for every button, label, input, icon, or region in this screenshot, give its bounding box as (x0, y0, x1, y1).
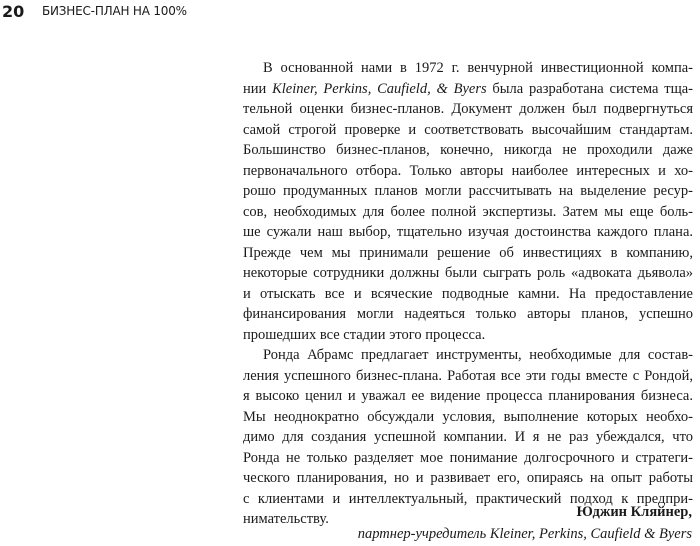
text-run: была разработана система тща- (486, 80, 694, 97)
text-line: В основанной нами в 1972 г. венчурной инвестиционной компа- (263, 60, 693, 76)
text-line: ше сужали наш выбор, тщательно изучая достоинства каждого плана. (243, 224, 693, 240)
text-line: прошедших все стадии этого процесса. (243, 326, 486, 343)
running-title: БИЗНЕС-ПЛАН НА 100% (42, 4, 187, 18)
signature-name: Юджин Кляйнер, (576, 504, 692, 520)
text-line: Ронда Абрамс предлагает инструменты, необходимые для состав- (263, 347, 693, 363)
text-line: Прежде чем мы принимали решение об инвестициях в компанию, (243, 244, 693, 261)
company-name: Kleiner, Perkins, Caufield, & Byers (272, 80, 487, 97)
text-line: димо для создания успешной компании. И я не раз убеждался, что (243, 429, 693, 445)
text-line: Ронда не только разделяет мое понимание долгосрочного и стратеги- (243, 449, 693, 466)
text-run: нии (243, 80, 273, 97)
text-line: первоначального отбора. Только авторы наиболее интересных и хо- (243, 162, 693, 179)
text-line: тельной оценки бизнес-планов. Документ должен был подвергнуться (243, 101, 693, 117)
text-line: и отыскать все и всяческие подводные камни. На предоставление (243, 285, 693, 302)
text-line: я высоко ценил и уважал ее видение процесса планирования бизнеса. (243, 388, 693, 404)
text-line: Мы неоднократно обсуждали условия, выполнение которых необхо- (243, 408, 693, 425)
page-body (243, 58, 693, 530)
text-line: рошо продуманных планов могли рассчитывать на выделение ресур- (243, 183, 693, 199)
signature-title: партнер-учредитель Kleiner, Perkins, Caufield & Byers (357, 526, 692, 542)
text-line: ления успешного бизнес-плана. Работая все эти годы вместе с Рондой, (243, 367, 693, 384)
text-line: некоторые сотрудники должны были сыграть роль «адвоката дьявола» (243, 265, 693, 281)
text-line: нимательству. (243, 511, 329, 527)
text-line: ческого планирования, но и развивает его, опираясь на опыт работы (243, 470, 693, 486)
paragraph-1 (243, 58, 693, 345)
text-line: Большинство бизнес-планов, конечно, никогда не проходили даже (243, 142, 693, 158)
text-line: с клиентами и интеллектуальный, практический подход к предпри- (243, 490, 693, 507)
text-line: сов, необходимых для более полной экспертизы. Затем мы еще боль- (243, 203, 693, 220)
text-line (243, 79, 693, 100)
running-header (0, 0, 187, 22)
page-number: 20 (2, 1, 25, 21)
text-line: финансирования могли надеяться только авторы планов, успешно (243, 306, 693, 322)
text-line: самой строгой проверке и соответствовать высочайшим стандартам. (243, 121, 693, 138)
paragraph-2 (243, 345, 693, 530)
